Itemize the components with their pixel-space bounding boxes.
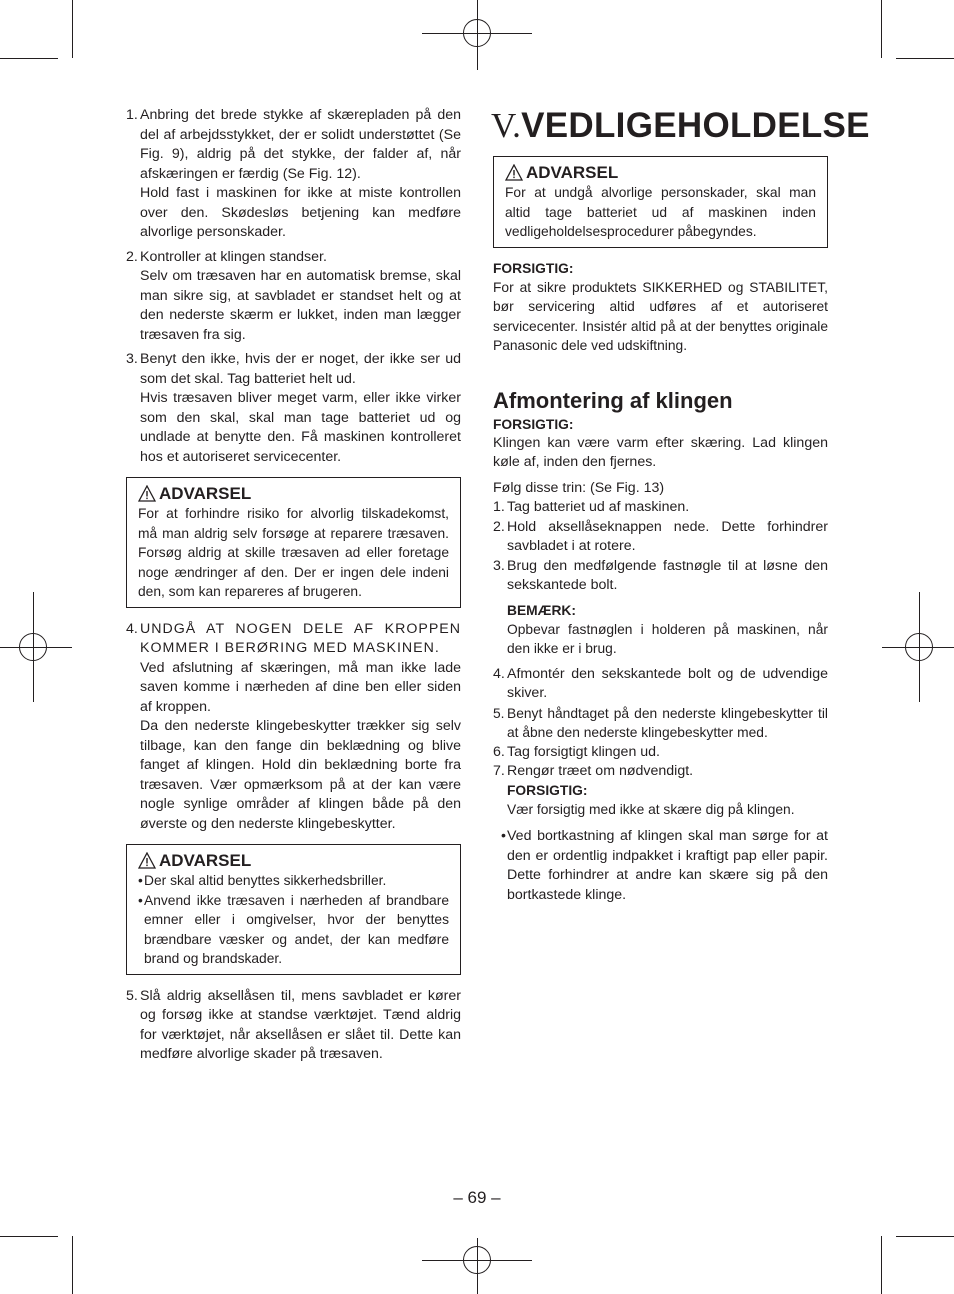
list-item: 3. Benyt den ikke, hvis der er noget, der ikke ser ud som det skal. Tag batteriet helt ud. Hvis træsaven bliver meget varm, eller ikke virker som den skal, skal man tage batteriet ud og undlade at benytte den. Få maskinen kontrolleret hos et autoriseret servicecenter.	[126, 351, 461, 465]
caution-text: Klingen kan være varm efter skæring. Lad klingen køle af, inden den fjernes.	[493, 434, 828, 470]
list-item: 4. Afmontér den sekskantede bolt og de udvendige skiver.	[493, 665, 828, 701]
warning-title: ADVARSEL	[138, 483, 449, 504]
warning-box: ADVARSEL For at forhindre risiko for alvorlig tilskadekomst, må man aldrig selv forsøge at reparere træsaven. Forsøg aldrig at skille træsaven ad eller foretage noge ændringer af den. Der er ingen dele indeni den, som kan repareres af brugeren.	[126, 477, 461, 608]
left-column	[126, 106, 461, 1067]
note: BEMÆRK: Opbevar fastnøglen i holderen på maskinen, når den ikke er i brug.	[507, 602, 828, 656]
bullet-item: • Anvend ikke træsaven i nærheden af brandbare emner eller i omgivelser, hvor der benyttes brændbare væsker og andet, der kan medføre brand og brandskader.	[138, 892, 449, 966]
warning-triangle-icon	[138, 852, 156, 869]
list-item: 5. Benyt håndtaget på den nederste klingebeskytter til at åbne den nederste klingebeskytter med.	[493, 705, 828, 740]
step7-caution: FORSIGTIG: Vær forsigtig med ikke at skære dig på klingen.	[507, 782, 795, 817]
list-item: 1. Anbring det brede stykke af skærepladen på den del af arbejdsstykket, der er solidt understøttet (Se Fig. 9), aldrig på det stykke, der falder af, når afskæringen er færdig (Se Fig. 12). Hold fast i maskinen for ikke at miste kontrollen over den. Skødesløs betjening kan medføre alvorlige personskader.	[126, 107, 461, 240]
bullet-item: • Ved bortkastning af klingen skal man sørge for at den er ordentlig indpakket i kraftigt pap eller papir. Dette forhindrer at andre kan skære sig på den bortkastede klinge.	[501, 828, 828, 903]
page-number: – 69 –	[453, 1188, 501, 1207]
steps-intro: Følg disse trin: (Se Fig. 13)	[493, 479, 665, 496]
list-item: 2. Hold aksellåseknappen nede. Dette forhindrer savbladet i at rotere.	[493, 518, 828, 554]
caution-label: FORSIGTIG:	[493, 416, 574, 432]
warning-box	[126, 844, 461, 975]
list-item: 2. Kontroller at klingen standser. Selv om træsaven har en automatisk bremse, skal man sikre sig, at savbladet er standset helt og at den nederste skærm er lukket, inden man lægger træsaven fra sig.	[126, 248, 461, 343]
list-item: 6. Tag forsigtigt klingen ud.	[493, 743, 660, 760]
list-item: 5. Slå aldrig aksellåsen til, mens savbladet er kører og forsøg ikke at standse værktøjet. Tænd aldrig for værktøjet, når aksellåsen er slået til. Dette kan medføre alvorlige skader på træsaven.	[126, 987, 461, 1062]
caution-label: FORSIGTIG:	[493, 260, 574, 276]
list-item: 7. Rengør træet om nødvendigt.	[493, 763, 694, 779]
warning-title: ADVARSEL	[138, 850, 449, 871]
section-title: Afmontering af klingen	[493, 387, 733, 413]
warning-box: ADVARSEL For at undgå alvorlige personskader, skal man altid tage batteriet ud af maskinen inden vedligeholdelsesprocedurer påbegyndes.	[493, 156, 828, 248]
warning-title: ADVARSEL	[505, 162, 816, 183]
warning-triangle-icon	[138, 485, 156, 502]
bullet-item: • Der skal altid benyttes sikkerhedsbriller.	[138, 873, 387, 888]
list-item: 4. UNDGÅ AT NOGEN DELE AF KROPPEN KOMMER I BERØRING MED MASKINEN. Ved afslutning af skæringen, må man ikke lade saven komme i nærheden af dine ben eller siden af kroppen. Da den nederste klingebeskytter trækker sig selv tilbage, kan den fange din beklædning og blive fanget af klingen. Hold din beklædning borte fra træsaven. Vær opmærksom på at der kan være nogle synlige områder af klingen både på den øverste og den nederste klingebeskytter.	[126, 620, 461, 832]
caution-text: For at sikre produktets SIKKERHED og STABILITET, bør servicering altid udføres af et autoriseret servicecenter. Insistér altid på at der benyttes originale Panasonic dele ved udskiftning.	[493, 279, 828, 353]
page-title: V.VEDLIGEHOLDELSE	[491, 106, 870, 145]
warning-triangle-icon	[505, 164, 523, 181]
right-column	[491, 104, 870, 905]
list-item: 1. Tag batteriet ud af maskinen.	[493, 499, 690, 515]
list-item: 3. Brug den medfølgende fastnøgle til at løsne den sekskantede bolt.	[493, 557, 828, 593]
